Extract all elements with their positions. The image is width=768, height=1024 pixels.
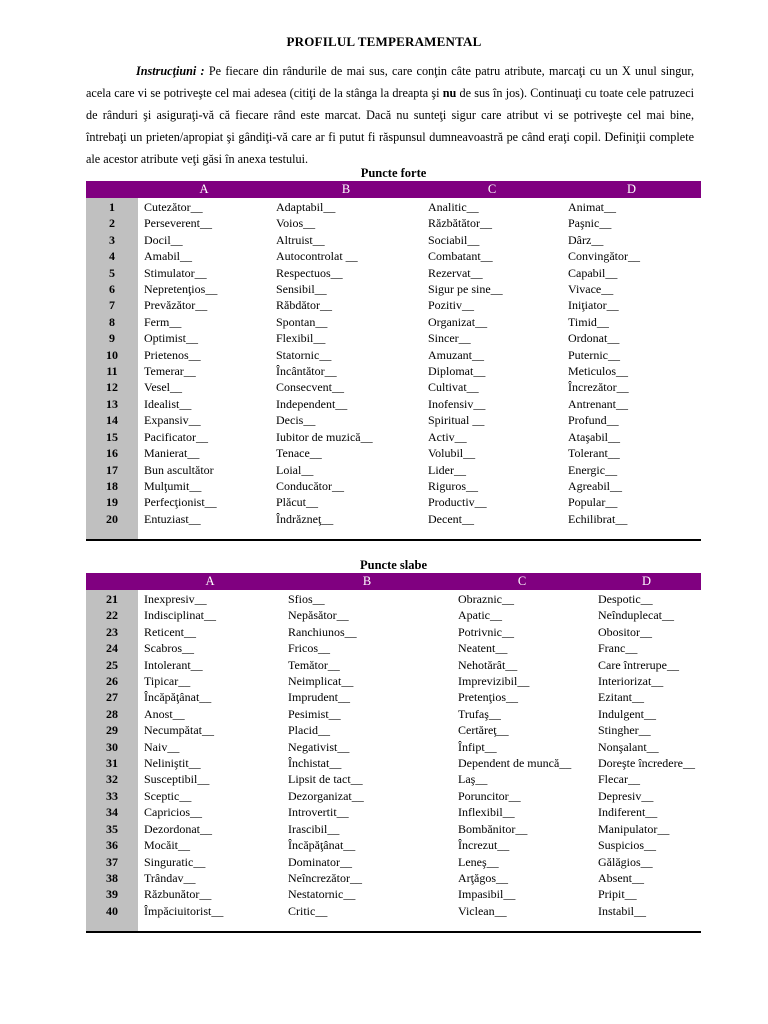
attribute-option[interactable]: Negativist__ — [288, 739, 350, 754]
attribute-option[interactable]: Ataşabil__ — [568, 429, 620, 444]
spacer-cell — [592, 919, 701, 932]
table-row — [86, 689, 701, 705]
attribute-option[interactable]: Nonşalant__ — [598, 739, 659, 754]
row-number: 39 — [86, 886, 138, 902]
attribute-option[interactable]: Vivace__ — [568, 282, 614, 297]
attribute-option[interactable]: Nepretenţios__ — [144, 282, 218, 297]
attribute-option[interactable]: Imprevizibil__ — [458, 674, 530, 689]
table-spacer-row — [86, 527, 701, 540]
table-row — [86, 755, 701, 771]
column-header-D: D — [562, 181, 701, 198]
row-number: 17 — [86, 462, 138, 478]
table-row — [86, 903, 701, 919]
attribute-option[interactable]: Care întrerupe__ — [598, 657, 679, 672]
attribute-option[interactable]: Stimulator__ — [144, 265, 207, 280]
attribute-option[interactable]: Încrezut__ — [458, 838, 510, 853]
attribute-option[interactable]: Răzbunător__ — [144, 887, 212, 902]
weaknesses-header-row — [86, 573, 701, 590]
attribute-option[interactable]: Neînduplecat__ — [598, 608, 674, 623]
attribute-option[interactable]: Inofensiv__ — [428, 396, 486, 411]
table-row — [86, 640, 701, 656]
instructions-bold-word: nu — [442, 86, 457, 100]
attribute-option[interactable]: Sceptic__ — [144, 788, 192, 803]
attribute-option[interactable]: Inflexibil__ — [458, 805, 515, 820]
strengths-table — [86, 181, 701, 541]
attribute-option[interactable]: Înfipt__ — [458, 739, 497, 754]
row-number: 11 — [86, 363, 138, 379]
row-number-header — [86, 573, 138, 590]
table-row — [86, 330, 701, 346]
column-header-B: B — [270, 181, 422, 198]
row-number: 24 — [86, 640, 138, 656]
attribute-option[interactable]: Sfios__ — [288, 592, 325, 606]
attribute-option[interactable]: Convingător__ — [568, 249, 640, 264]
table-row — [86, 511, 701, 527]
attribute-option[interactable]: Volubil__ — [428, 446, 476, 461]
table-row — [86, 429, 701, 445]
spacer-cell — [138, 527, 270, 540]
column-header-B: B — [282, 573, 452, 590]
row-number: 31 — [86, 755, 138, 771]
attribute-option[interactable]: Expansiv__ — [144, 413, 201, 428]
attribute-option[interactable]: Bombănitor__ — [458, 821, 528, 836]
attribute-option[interactable]: Optimist__ — [144, 331, 199, 346]
attribute-option[interactable]: Ordonat__ — [568, 331, 620, 346]
attribute-option[interactable]: Analitic__ — [428, 200, 479, 214]
table-row — [86, 363, 701, 379]
attribute-option[interactable]: Prietenos__ — [144, 347, 201, 362]
attribute-option[interactable]: Imprudent__ — [288, 690, 350, 705]
attribute-option[interactable]: Diplomat__ — [428, 364, 486, 379]
attribute-option[interactable]: Animat__ — [568, 200, 616, 214]
strengths-title: Puncte forte — [360, 166, 427, 180]
table-row — [86, 739, 701, 755]
attribute-option[interactable]: Neimplicat__ — [288, 674, 354, 689]
attribute-option[interactable]: Echilibrat__ — [568, 511, 628, 526]
spacer-cell — [282, 919, 452, 932]
column-header-D: D — [592, 573, 701, 590]
attribute-option[interactable]: Obraznic__ — [458, 592, 514, 606]
row-number: 25 — [86, 657, 138, 673]
row-number: 16 — [86, 445, 138, 461]
row-number: 13 — [86, 396, 138, 412]
row-number: 23 — [86, 624, 138, 640]
weaknesses-table — [86, 573, 701, 933]
attribute-option[interactable]: Doreşte încredere__ — [598, 756, 695, 771]
attribute-option[interactable]: Activ__ — [428, 429, 467, 444]
attribute-option[interactable]: Franc__ — [598, 641, 638, 656]
attribute-option[interactable]: Independent__ — [276, 396, 348, 411]
attribute-option[interactable]: Conducător__ — [276, 478, 344, 493]
column-header-C: C — [422, 181, 562, 198]
table-row — [86, 248, 701, 264]
attribute-option[interactable]: Temerar__ — [144, 364, 196, 379]
attribute-option[interactable]: Manierat__ — [144, 446, 200, 461]
attribute-option[interactable]: Decent__ — [428, 511, 474, 526]
table-row — [86, 706, 701, 722]
attribute-option[interactable]: Placid__ — [288, 723, 330, 738]
attribute-option[interactable]: Pretenţios__ — [458, 690, 518, 705]
attribute-option[interactable]: Introvertit__ — [288, 805, 349, 820]
attribute-option[interactable]: Fricos__ — [288, 641, 330, 656]
attribute-option[interactable]: Statornic__ — [276, 347, 332, 362]
attribute-option[interactable]: Sigur pe sine__ — [428, 282, 503, 297]
attribute-option[interactable]: Neatent__ — [458, 641, 508, 656]
table-row — [86, 445, 701, 461]
row-number: 34 — [86, 804, 138, 820]
attribute-option[interactable]: Dârz__ — [568, 232, 604, 247]
attribute-option[interactable]: Energic__ — [568, 462, 618, 477]
attribute-option[interactable]: Reticent__ — [144, 624, 196, 639]
table-row — [86, 198, 701, 215]
attribute-option[interactable]: Viclean__ — [458, 903, 507, 918]
attribute-option[interactable]: Pripit__ — [598, 887, 637, 902]
attribute-option[interactable]: Sensibil__ — [276, 282, 327, 297]
attribute-option[interactable]: Productiv__ — [428, 495, 487, 510]
row-number: 40 — [86, 903, 138, 919]
attribute-option[interactable]: Lipsit de tact__ — [288, 772, 363, 787]
attribute-option[interactable]: Temător__ — [288, 657, 340, 672]
row-number: 2 — [86, 215, 138, 231]
attribute-option[interactable]: Obositor__ — [598, 624, 652, 639]
row-number: 30 — [86, 739, 138, 755]
attribute-option[interactable]: Neliniştit__ — [144, 756, 201, 771]
attribute-option[interactable]: Neîncrezător__ — [288, 870, 362, 885]
table-row — [86, 232, 701, 248]
attribute-option[interactable]: Suspicios__ — [598, 838, 657, 853]
attribute-option[interactable]: Încăpăţânat__ — [144, 690, 212, 705]
attribute-option[interactable]: Meticulos__ — [568, 364, 628, 379]
attribute-option[interactable]: Critic__ — [288, 903, 328, 918]
table-row — [86, 886, 701, 902]
attribute-option[interactable]: Scabros__ — [144, 641, 194, 656]
row-number: 35 — [86, 821, 138, 837]
attribute-option[interactable]: Pacificator__ — [144, 429, 208, 444]
table-row — [86, 379, 701, 395]
attribute-option[interactable]: Ferm__ — [144, 314, 182, 329]
table-row — [86, 478, 701, 494]
row-number: 26 — [86, 673, 138, 689]
column-header-C: C — [452, 573, 592, 590]
attribute-option[interactable]: Entuziast__ — [144, 511, 201, 526]
attribute-option[interactable]: Dominator__ — [288, 854, 352, 869]
attribute-option[interactable]: Susceptibil__ — [144, 772, 210, 787]
attribute-option[interactable]: Trândav__ — [144, 870, 196, 885]
attribute-option[interactable]: Profund__ — [568, 413, 619, 428]
attribute-option[interactable]: Perseverent__ — [144, 216, 212, 231]
table-row — [86, 607, 701, 623]
spacer-cell — [86, 527, 138, 540]
attribute-option[interactable]: Voios__ — [276, 216, 316, 231]
attribute-option[interactable]: Irascibil__ — [288, 821, 340, 836]
attribute-option[interactable]: Plăcut__ — [276, 495, 318, 510]
attribute-option[interactable]: Organizat__ — [428, 314, 488, 329]
row-number: 5 — [86, 265, 138, 281]
attribute-option[interactable]: Dezorganizat__ — [288, 788, 364, 803]
row-number: 38 — [86, 870, 138, 886]
attribute-option[interactable]: Interiorizat__ — [598, 674, 664, 689]
attribute-option[interactable]: Încrezător__ — [568, 380, 629, 395]
instructions-text-1: Pe fiecare din rândurile de mai sus, care conţin câte patru atribute, marcaţi cu un X unul singur, acela care vi se potriveşte cel mai adesea (citiţi de la stânga la dreapta şi — [86, 64, 694, 100]
attribute-option[interactable]: Combatant__ — [428, 249, 493, 264]
row-number: 12 — [86, 379, 138, 395]
attribute-option[interactable]: Agreabil__ — [568, 478, 622, 493]
attribute-option[interactable]: Stingher__ — [598, 723, 651, 738]
table-row — [86, 281, 701, 297]
attribute-option[interactable]: Perfecţionist__ — [144, 495, 217, 510]
attribute-option[interactable]: Arţăgos__ — [458, 870, 508, 885]
attribute-option[interactable]: Încăpăţânat__ — [288, 838, 356, 853]
row-number: 32 — [86, 771, 138, 787]
table-row — [86, 215, 701, 231]
attribute-option[interactable]: Impasibil__ — [458, 887, 516, 902]
attribute-option[interactable]: Închistat__ — [288, 756, 342, 771]
attribute-option[interactable]: Indulgent__ — [598, 706, 656, 721]
attribute-option[interactable]: Despotic__ — [598, 592, 653, 606]
table-row — [86, 870, 701, 886]
attribute-option[interactable]: Apatic__ — [458, 608, 502, 623]
attribute-option[interactable]: Potrivnic__ — [458, 624, 514, 639]
attribute-option[interactable]: Sincer__ — [428, 331, 471, 346]
attribute-option[interactable]: Singuratic__ — [144, 854, 206, 869]
attribute-option[interactable]: Ranchiunos__ — [288, 624, 357, 639]
attribute-option[interactable]: Timid__ — [568, 314, 609, 329]
row-number-header — [86, 181, 138, 198]
attribute-option[interactable]: Poruncitor__ — [458, 788, 521, 803]
attribute-option[interactable]: Ezitant__ — [598, 690, 644, 705]
table-row — [86, 412, 701, 428]
attribute-option[interactable]: Îndrăzneţ__ — [276, 511, 334, 526]
attribute-option[interactable]: Vesel__ — [144, 380, 182, 395]
row-number: 8 — [86, 314, 138, 330]
table-row — [86, 837, 701, 853]
attribute-option[interactable]: Amuzant__ — [428, 347, 484, 362]
row-number: 7 — [86, 297, 138, 313]
spacer-cell — [452, 919, 592, 932]
table-spacer-row — [86, 919, 701, 932]
table-row — [86, 821, 701, 837]
attribute-option[interactable]: Tolerant__ — [568, 446, 620, 461]
spacer-cell — [138, 919, 282, 932]
table-row — [86, 624, 701, 640]
attribute-option[interactable]: Tipicar__ — [144, 674, 191, 689]
attribute-option[interactable]: Docil__ — [144, 232, 183, 247]
attribute-option[interactable]: Capabil__ — [568, 265, 618, 280]
attribute-option[interactable]: Antrenant__ — [568, 396, 628, 411]
instructions-text-2: de sus în jos). Continuaţi cu toate cele patruzeci de rânduri şi asiguraţi-vă că fiecare rând este marcat. Dacă nu sunteţi sigur care atribut vi se potriveşte cel mai bine, întrebaţi un prieten/apropiat şi gândiţi-vă care ar fi putut fi răspunsul dumneavoastră pe când eraţi copil. Definiţii complete ale acestor atribute veţi găsi în anexa testului. — [86, 86, 694, 166]
table-row — [86, 265, 701, 281]
attribute-option[interactable]: Bun ascultător — [144, 462, 214, 477]
attribute-option[interactable]: Instabil__ — [598, 903, 646, 918]
weaknesses-title: Puncte slabe — [359, 558, 427, 572]
attribute-option[interactable]: Riguros__ — [428, 478, 479, 493]
attribute-option[interactable]: Dezordonat__ — [144, 821, 212, 836]
spacer-cell — [86, 919, 138, 932]
spacer-cell — [422, 527, 562, 540]
table-row — [86, 347, 701, 363]
row-number: 29 — [86, 722, 138, 738]
attribute-option[interactable]: Consecvent__ — [276, 380, 344, 395]
attribute-option[interactable]: Respectuos__ — [276, 265, 343, 280]
attribute-option[interactable]: Mocăit__ — [144, 838, 190, 853]
attribute-option[interactable]: Spiritual __ — [428, 413, 485, 428]
attribute-option[interactable]: Răzbătător__ — [428, 216, 492, 231]
attribute-option[interactable]: Puternic__ — [568, 347, 620, 362]
attribute-option[interactable]: Pesimist__ — [288, 706, 341, 721]
attribute-option[interactable]: Împăciuitorist__ — [144, 903, 224, 918]
attribute-option[interactable]: Absent__ — [598, 870, 644, 885]
attribute-option[interactable]: Nestatornic__ — [288, 887, 356, 902]
attribute-option[interactable]: Idealist__ — [144, 396, 192, 411]
attribute-option[interactable]: Indiferent__ — [598, 805, 658, 820]
instructions-lead: Instrucţiuni : — [136, 64, 205, 78]
table-row — [86, 788, 701, 804]
table-row — [86, 673, 701, 689]
table-row — [86, 771, 701, 787]
attribute-option[interactable]: Autocontrolat __ — [276, 249, 358, 264]
column-header-A: A — [138, 181, 270, 198]
row-number: 4 — [86, 248, 138, 264]
instructions-paragraph — [86, 60, 694, 170]
strengths-header-row — [86, 181, 701, 198]
attribute-option[interactable]: Nehotărât__ — [458, 657, 518, 672]
row-number: 21 — [86, 590, 138, 607]
attribute-option[interactable]: Certăreţ__ — [458, 723, 509, 738]
attribute-option[interactable]: Trufaş__ — [458, 706, 501, 721]
attribute-option[interactable]: Mulţumit__ — [144, 478, 202, 493]
attribute-option[interactable]: Încântător__ — [276, 364, 337, 379]
table-row — [86, 297, 701, 313]
row-number: 20 — [86, 511, 138, 527]
attribute-option[interactable]: Inexpresiv__ — [144, 592, 207, 606]
row-number: 1 — [86, 198, 138, 215]
attribute-option[interactable]: Cultivat__ — [428, 380, 479, 395]
attribute-option[interactable]: Anost__ — [144, 706, 185, 721]
table-row — [86, 657, 701, 673]
attribute-option[interactable]: Adaptabil__ — [276, 200, 336, 214]
row-number: 27 — [86, 689, 138, 705]
table-row — [86, 396, 701, 412]
row-number: 3 — [86, 232, 138, 248]
table-row — [86, 314, 701, 330]
attribute-option[interactable]: Decis__ — [276, 413, 316, 428]
row-number: 19 — [86, 494, 138, 510]
attribute-option[interactable]: Indisciplinat__ — [144, 608, 216, 623]
table-row — [86, 804, 701, 820]
page-title: PROFILUL TEMPERAMENTAL — [286, 34, 482, 49]
attribute-option[interactable]: Necumpătat__ — [144, 723, 214, 738]
attribute-option[interactable]: Rezervat__ — [428, 265, 483, 280]
attribute-option[interactable]: Manipulator__ — [598, 821, 670, 836]
table-row — [86, 462, 701, 478]
row-number: 37 — [86, 854, 138, 870]
attribute-option[interactable]: Gălăgios__ — [598, 854, 653, 869]
table-row — [86, 590, 701, 607]
attribute-option[interactable]: Sociabil__ — [428, 232, 480, 247]
attribute-option[interactable]: Flexibil__ — [276, 331, 326, 346]
row-number: 36 — [86, 837, 138, 853]
attribute-option[interactable]: Paşnic__ — [568, 216, 612, 231]
attribute-option[interactable]: Răbdător__ — [276, 298, 332, 313]
attribute-option[interactable]: Pozitiv__ — [428, 298, 475, 313]
attribute-option[interactable]: Amabil__ — [144, 249, 192, 264]
column-header-A: A — [138, 573, 282, 590]
row-number: 22 — [86, 607, 138, 623]
attribute-option[interactable]: Leneş__ — [458, 854, 499, 869]
row-number: 28 — [86, 706, 138, 722]
attribute-option[interactable]: Naiv__ — [144, 739, 180, 754]
attribute-option[interactable]: Cutezător__ — [144, 200, 203, 214]
row-number: 9 — [86, 330, 138, 346]
row-number: 6 — [86, 281, 138, 297]
attribute-option[interactable]: Iniţiator__ — [568, 298, 619, 313]
attribute-option[interactable]: Tenace__ — [276, 446, 322, 461]
table-row — [86, 722, 701, 738]
row-number: 18 — [86, 478, 138, 494]
attribute-option[interactable]: Dependent de muncă__ — [458, 756, 572, 771]
table-row — [86, 494, 701, 510]
attribute-option[interactable]: Intolerant__ — [144, 657, 203, 672]
spacer-cell — [270, 527, 422, 540]
row-number: 14 — [86, 412, 138, 428]
spacer-cell — [562, 527, 701, 540]
attribute-option[interactable]: Depresiv__ — [598, 788, 654, 803]
row-number: 15 — [86, 429, 138, 445]
attribute-option[interactable]: Spontan__ — [276, 314, 328, 329]
row-number: 10 — [86, 347, 138, 363]
attribute-option[interactable]: Loial__ — [276, 462, 314, 477]
attribute-option[interactable]: Laş__ — [458, 772, 488, 787]
attribute-option[interactable]: Flecar__ — [598, 772, 640, 787]
attribute-option[interactable]: Lider__ — [428, 462, 466, 477]
table-row — [86, 854, 701, 870]
attribute-option[interactable]: Iubitor de muzică__ — [276, 429, 373, 444]
attribute-option[interactable]: Altruist__ — [276, 232, 325, 247]
attribute-option[interactable]: Capricios__ — [144, 805, 202, 820]
attribute-option[interactable]: Popular__ — [568, 495, 618, 510]
attribute-option[interactable]: Prevăzător__ — [144, 298, 208, 313]
attribute-option[interactable]: Nepăsător__ — [288, 608, 349, 623]
row-number: 33 — [86, 788, 138, 804]
